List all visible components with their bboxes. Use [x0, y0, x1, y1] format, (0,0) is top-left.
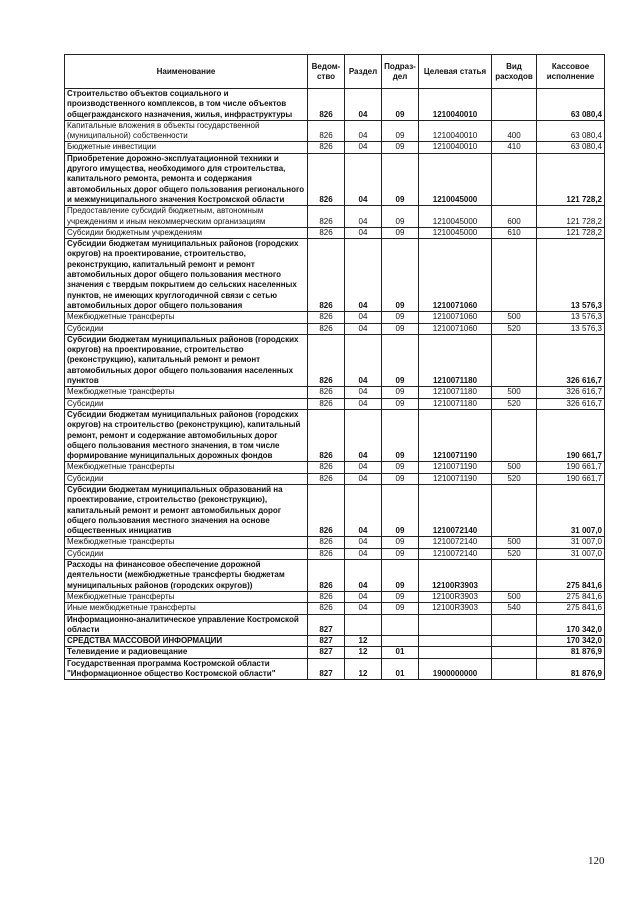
page-number: 120: [588, 855, 605, 867]
cell-podrazdel: 09: [382, 239, 419, 312]
cell-ved: 827: [308, 658, 345, 680]
cell-kassa: 81 876,9: [537, 647, 605, 658]
cell-razdel: 04: [345, 206, 382, 228]
cell-kassa: 190 661,7: [537, 473, 605, 484]
cell-kassa: 31 007,0: [537, 548, 605, 559]
header-tsel: Целевая статья: [419, 55, 492, 89]
cell-tsel: 1210040010: [419, 89, 492, 121]
cell-podrazdel: 09: [382, 334, 419, 386]
cell-razdel: 04: [345, 153, 382, 205]
cell-name: Капитальные вложения в объекты государственной (муниципальной) собственности: [65, 120, 308, 142]
table-body: [65, 89, 605, 680]
cell-kassa: 326 616,7: [537, 334, 605, 386]
cell-vid: [492, 334, 537, 386]
cell-ved: 826: [308, 323, 345, 334]
header-name: Наименование: [65, 55, 308, 89]
cell-tsel: 12100R3903: [419, 560, 492, 592]
cell-tsel: [419, 614, 492, 636]
header-vid: Вид расходов: [492, 55, 537, 89]
cell-name: Межбюджетные трансферты: [65, 537, 308, 548]
header-razdel: Раздел: [345, 55, 382, 89]
cell-kassa: 63 080,4: [537, 89, 605, 121]
cell-vid: 500: [492, 591, 537, 602]
cell-name: Субсидии: [65, 548, 308, 559]
cell-ved: 827: [308, 647, 345, 658]
table-row: [65, 658, 605, 680]
cell-podrazdel: 09: [382, 206, 419, 228]
cell-name: Телевидение и радиовещание: [65, 647, 308, 658]
cell-kassa: 63 080,4: [537, 120, 605, 142]
table-row: [65, 89, 605, 121]
table-row: [65, 647, 605, 658]
cell-ved: 826: [308, 409, 345, 461]
cell-name: Иные межбюджетные трансферты: [65, 603, 308, 614]
cell-vid: [492, 89, 537, 121]
cell-ved: 826: [308, 89, 345, 121]
budget-table: [64, 54, 605, 680]
table-row: [65, 409, 605, 461]
cell-tsel: 1210040010: [419, 120, 492, 142]
cell-razdel: 12: [345, 658, 382, 680]
cell-podrazdel: 09: [382, 603, 419, 614]
header-kassa: Кассовое исполнение: [537, 55, 605, 89]
cell-razdel: 04: [345, 603, 382, 614]
cell-kassa: 13 576,3: [537, 323, 605, 334]
cell-razdel: 04: [345, 473, 382, 484]
cell-tsel: 1210071060: [419, 312, 492, 323]
cell-podrazdel: 09: [382, 548, 419, 559]
cell-vid: [492, 153, 537, 205]
cell-kassa: 275 841,6: [537, 560, 605, 592]
cell-kassa: 326 616,7: [537, 387, 605, 398]
cell-podrazdel: 09: [382, 142, 419, 153]
cell-podrazdel: 09: [382, 591, 419, 602]
table-row: [65, 323, 605, 334]
cell-podrazdel: 09: [382, 120, 419, 142]
cell-tsel: 1210071190: [419, 462, 492, 473]
cell-razdel: 12: [345, 636, 382, 647]
cell-razdel: 04: [345, 323, 382, 334]
cell-name: Субсидии бюджетам муниципальных образований на проектирование, строительство (реконструкцию), капитальный ремонт и ремонт автомобильных дорог общего пользования местного значения на основе общественных инициатив: [65, 484, 308, 536]
cell-vid: [492, 560, 537, 592]
cell-kassa: 121 728,2: [537, 206, 605, 228]
cell-kassa: 121 728,2: [537, 153, 605, 205]
cell-vid: 500: [492, 462, 537, 473]
cell-tsel: 1210045000: [419, 206, 492, 228]
cell-vid: [492, 484, 537, 536]
cell-podrazdel: 09: [382, 227, 419, 238]
cell-vid: 500: [492, 537, 537, 548]
cell-kassa: 170 342,0: [537, 614, 605, 636]
cell-podrazdel: 09: [382, 398, 419, 409]
cell-name: Субсидии: [65, 473, 308, 484]
table-row: [65, 398, 605, 409]
cell-name: Строительство объектов социального и производственного комплексов, в том числе объектов общегражданского назначения, жилья, инфраструктуры: [65, 89, 308, 121]
cell-tsel: 1210071190: [419, 473, 492, 484]
cell-podrazdel: 09: [382, 153, 419, 205]
cell-razdel: 04: [345, 462, 382, 473]
cell-ved: 826: [308, 206, 345, 228]
cell-vid: 520: [492, 323, 537, 334]
table-row: [65, 227, 605, 238]
cell-podrazdel: 09: [382, 560, 419, 592]
cell-razdel: 04: [345, 548, 382, 559]
cell-ved: 826: [308, 387, 345, 398]
cell-tsel: 1900000000: [419, 658, 492, 680]
cell-vid: [492, 647, 537, 658]
cell-vid: [492, 658, 537, 680]
cell-razdel: 04: [345, 89, 382, 121]
cell-tsel: 12100R3903: [419, 591, 492, 602]
cell-podrazdel: 09: [382, 387, 419, 398]
cell-kassa: 170 342,0: [537, 636, 605, 647]
cell-razdel: 04: [345, 239, 382, 312]
cell-razdel: 04: [345, 227, 382, 238]
cell-tsel: 1210071060: [419, 239, 492, 312]
cell-kassa: 275 841,6: [537, 591, 605, 602]
cell-vid: 410: [492, 142, 537, 153]
table-row: [65, 206, 605, 228]
cell-name: Субсидии: [65, 398, 308, 409]
cell-razdel: 04: [345, 591, 382, 602]
cell-kassa: 326 616,7: [537, 398, 605, 409]
table-row: [65, 484, 605, 536]
cell-ved: 826: [308, 120, 345, 142]
table-row: [65, 153, 605, 205]
cell-kassa: 121 728,2: [537, 227, 605, 238]
cell-ved: 826: [308, 560, 345, 592]
header-ved: Ведом-ство: [308, 55, 345, 89]
cell-tsel: 1210040010: [419, 142, 492, 153]
cell-razdel: 04: [345, 537, 382, 548]
cell-name: Государственная программа Костромской области "Информационное общество Костромской области": [65, 658, 308, 680]
cell-name: Межбюджетные трансферты: [65, 591, 308, 602]
cell-ved: 826: [308, 334, 345, 386]
cell-razdel: 04: [345, 142, 382, 153]
cell-razdel: 04: [345, 409, 382, 461]
cell-vid: [492, 239, 537, 312]
cell-name: Межбюджетные трансферты: [65, 462, 308, 473]
cell-name: Субсидии бюджетным учреждениям: [65, 227, 308, 238]
cell-vid: 500: [492, 387, 537, 398]
table-row: [65, 334, 605, 386]
cell-kassa: 31 007,0: [537, 484, 605, 536]
cell-podrazdel: 09: [382, 409, 419, 461]
header-podrazdel: Подраз-дел: [382, 55, 419, 89]
cell-tsel: [419, 647, 492, 658]
table-row: [65, 312, 605, 323]
cell-ved: 826: [308, 227, 345, 238]
cell-razdel: 04: [345, 312, 382, 323]
table-row: [65, 548, 605, 559]
cell-ved: 826: [308, 312, 345, 323]
cell-kassa: 13 576,3: [537, 239, 605, 312]
cell-name: Субсидии: [65, 323, 308, 334]
cell-podrazdel: [382, 614, 419, 636]
cell-podrazdel: 01: [382, 647, 419, 658]
cell-name: Бюджетные инвестиции: [65, 142, 308, 153]
cell-podrazdel: [382, 636, 419, 647]
table-row: [65, 473, 605, 484]
cell-vid: 540: [492, 603, 537, 614]
table-row: [65, 603, 605, 614]
table-row: [65, 120, 605, 142]
cell-name: Предоставление субсидий бюджетным, автономным учреждениям и иным некоммерческим организациям: [65, 206, 308, 228]
cell-razdel: 12: [345, 647, 382, 658]
table-row: [65, 142, 605, 153]
cell-name: СРЕДСТВА МАССОВОЙ ИНФОРМАЦИИ: [65, 636, 308, 647]
cell-ved: 826: [308, 462, 345, 473]
table-row: [65, 591, 605, 602]
cell-ved: 826: [308, 239, 345, 312]
cell-tsel: 1210072140: [419, 537, 492, 548]
cell-name: Межбюджетные трансферты: [65, 387, 308, 398]
cell-tsel: 1210072140: [419, 548, 492, 559]
cell-name: Межбюджетные трансферты: [65, 312, 308, 323]
cell-podrazdel: 09: [382, 89, 419, 121]
table-row: [65, 462, 605, 473]
cell-razdel: 04: [345, 560, 382, 592]
cell-vid: 610: [492, 227, 537, 238]
cell-ved: 826: [308, 537, 345, 548]
cell-vid: 520: [492, 473, 537, 484]
cell-name: Субсидии бюджетам муниципальных районов (городских округов) на проектирование, строительство (реконструкцию), капитальный ремонт и ремонт автомобильных дорог общего пользования населенных пунктов: [65, 334, 308, 386]
table-row: [65, 387, 605, 398]
table-row: [65, 239, 605, 312]
cell-vid: [492, 636, 537, 647]
cell-ved: 826: [308, 484, 345, 536]
table-row: [65, 537, 605, 548]
cell-podrazdel: 01: [382, 658, 419, 680]
table-row: [65, 636, 605, 647]
cell-kassa: 190 661,7: [537, 409, 605, 461]
cell-tsel: 1210045000: [419, 227, 492, 238]
cell-podrazdel: 09: [382, 312, 419, 323]
cell-razdel: 04: [345, 120, 382, 142]
cell-kassa: 63 080,4: [537, 142, 605, 153]
cell-razdel: 04: [345, 398, 382, 409]
cell-tsel: 1210071180: [419, 398, 492, 409]
cell-kassa: 275 841,6: [537, 603, 605, 614]
cell-tsel: 1210071180: [419, 334, 492, 386]
cell-name: Субсидии бюджетам муниципальных районов (городских округов) на строительство (реконструкцию), капитальный ремонт, ремонт и содержание автомобильных дорог общего пользования местного значения, в том числе формирование муниципальных дорожных фондов: [65, 409, 308, 461]
cell-ved: 826: [308, 548, 345, 559]
cell-ved: 827: [308, 614, 345, 636]
cell-tsel: [419, 636, 492, 647]
cell-razdel: 04: [345, 387, 382, 398]
table-header-row: [65, 55, 605, 89]
cell-vid: 400: [492, 120, 537, 142]
table-row: [65, 614, 605, 636]
cell-ved: 826: [308, 591, 345, 602]
cell-podrazdel: 09: [382, 323, 419, 334]
cell-razdel: [345, 614, 382, 636]
cell-name: Приобретение дорожно-эксплуатационной техники и другого имущества, необходимого для строительства, капитального ремонта, ремонта и содержания автомобильных дорог общего пользования регионального и межмуниципального значения Костромской области: [65, 153, 308, 205]
cell-razdel: 04: [345, 334, 382, 386]
cell-ved: 826: [308, 153, 345, 205]
cell-podrazdel: 09: [382, 537, 419, 548]
cell-name: Субсидии бюджетам муниципальных районов (городских округов) на проектирование, строительство, реконструкцию, капитальный ремонт и ремонт автомобильных дорог общего пользования местного значения с твердым покрытием до сельских населенных пунктов, не имеющих круглогодичной связи с сетью автомобильных дорог общего пользования: [65, 239, 308, 312]
cell-vid: 600: [492, 206, 537, 228]
cell-kassa: 190 661,7: [537, 462, 605, 473]
cell-name: Расходы на финансовое обеспечение дорожной деятельности (межбюджетные трансферты бюджетам муниципальных районов (городских округов)): [65, 560, 308, 592]
cell-kassa: 81 876,9: [537, 658, 605, 680]
cell-tsel: 1210071060: [419, 323, 492, 334]
cell-podrazdel: 09: [382, 473, 419, 484]
cell-vid: 500: [492, 312, 537, 323]
cell-vid: 520: [492, 548, 537, 559]
table-row: [65, 560, 605, 592]
cell-ved: 827: [308, 636, 345, 647]
cell-tsel: 1210072140: [419, 484, 492, 536]
cell-kassa: 31 007,0: [537, 537, 605, 548]
cell-vid: [492, 614, 537, 636]
cell-name: Информационно-аналитическое управление Костромской области: [65, 614, 308, 636]
cell-podrazdel: 09: [382, 462, 419, 473]
cell-tsel: 12100R3903: [419, 603, 492, 614]
cell-vid: 520: [492, 398, 537, 409]
cell-vid: [492, 409, 537, 461]
cell-tsel: 1210045000: [419, 153, 492, 205]
cell-ved: 826: [308, 603, 345, 614]
cell-kassa: 13 576,3: [537, 312, 605, 323]
cell-ved: 826: [308, 473, 345, 484]
cell-ved: 826: [308, 398, 345, 409]
cell-podrazdel: 09: [382, 484, 419, 536]
cell-ved: 826: [308, 142, 345, 153]
cell-razdel: 04: [345, 484, 382, 536]
cell-tsel: 1210071190: [419, 409, 492, 461]
cell-tsel: 1210071180: [419, 387, 492, 398]
